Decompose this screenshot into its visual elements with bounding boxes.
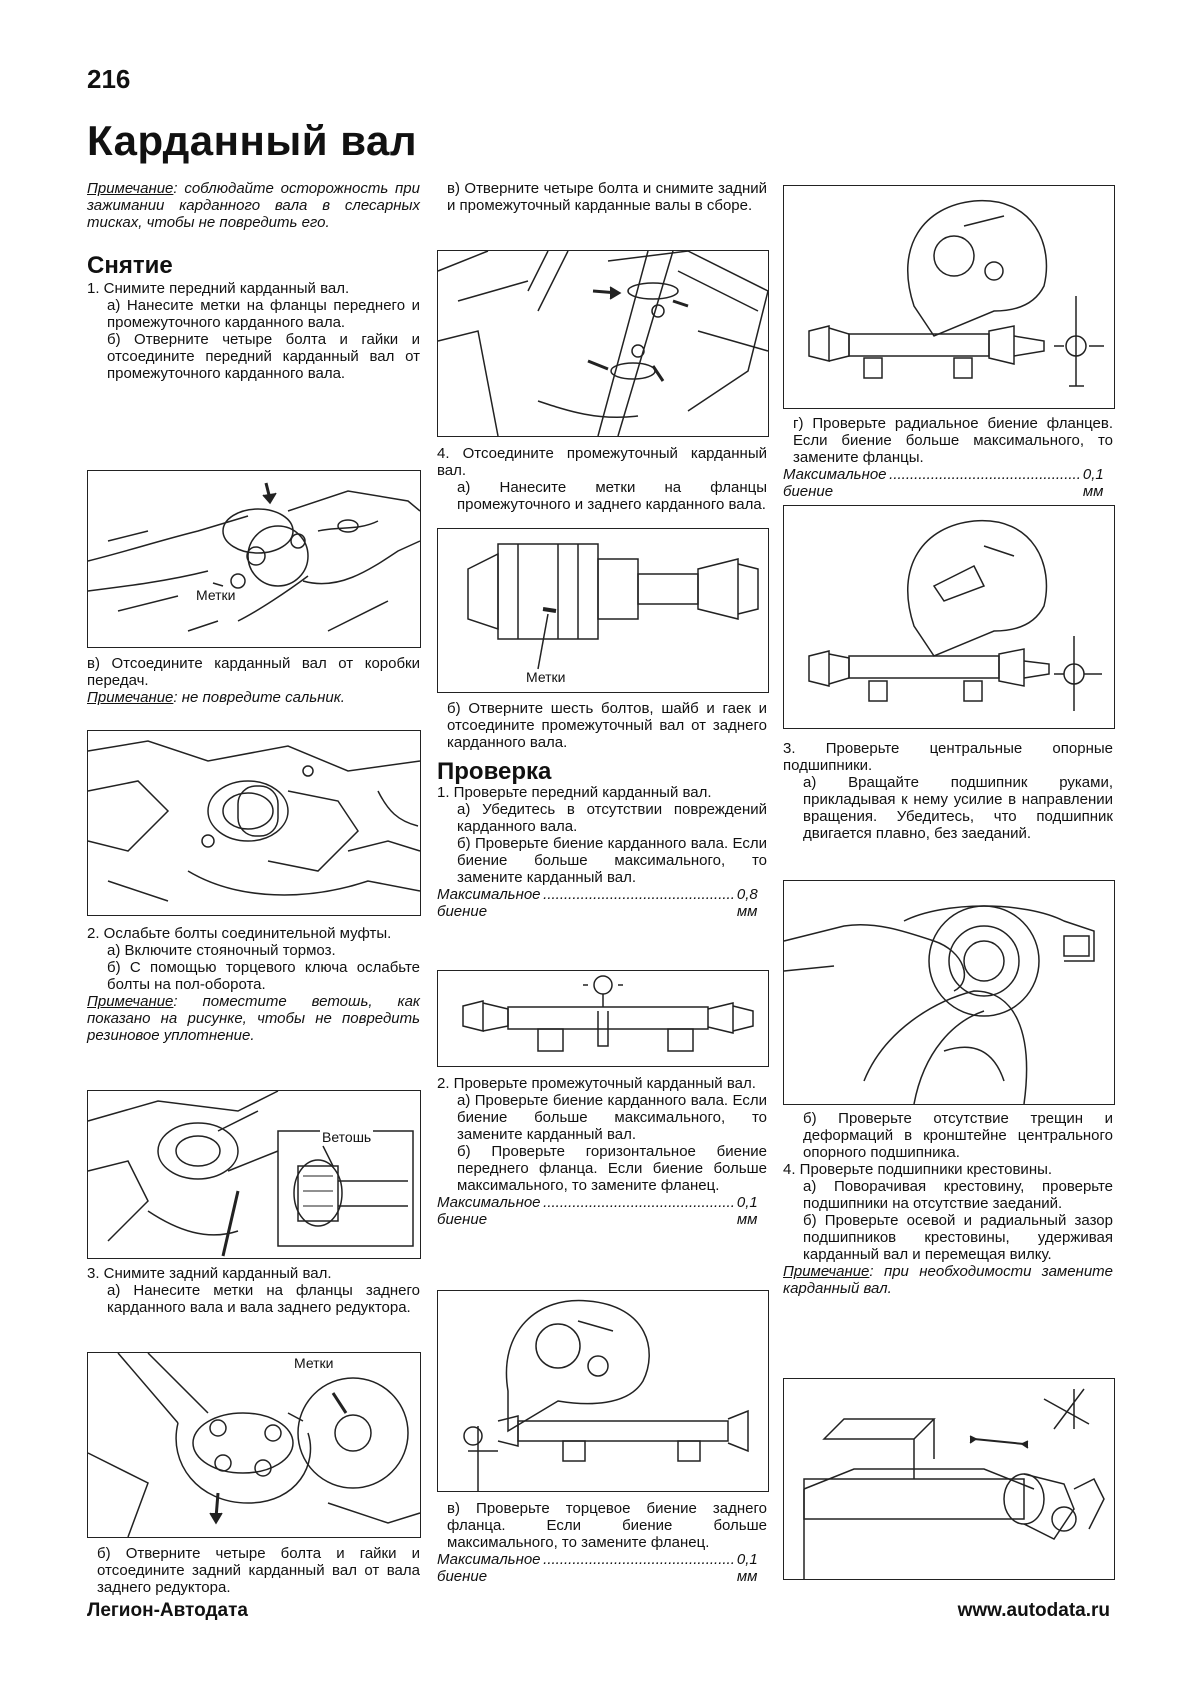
substep: б) Проверьте биение карданного вала. Если биение больше максимального, то замените карданный вал. — [457, 835, 767, 886]
substep: а) Нанесите метки на фланцы переднего и промежуточного карданного вала. — [107, 297, 420, 331]
page-number: 216 — [87, 64, 131, 94]
column-2-part-2 — [437, 445, 767, 513]
step: 3. Снимите задний карданный вал. — [87, 1265, 332, 1282]
page-title: Карданный вал — [87, 117, 418, 164]
footer-website: www.autodata.ru — [957, 1600, 1110, 1621]
step: 2. Ослабьте болты соединительной муфты. — [87, 925, 392, 942]
step: 4. Отсоедините промежуточный карданный вал. — [437, 445, 767, 479]
figure-label: Метки — [294, 1355, 334, 1371]
note: Примечание: не повредите сальник. — [87, 689, 345, 706]
column-3 — [783, 415, 1113, 500]
step: 2. Проверьте промежуточный карданный вал. — [437, 1075, 756, 1092]
step: 3. Проверьте центральные опорные подшипники. — [783, 740, 1113, 774]
substep: а) Вращайте подшипник руками, прикладывая к нему усилие в направлении вращения. Убедитесь, что подшипник двигается плавно, без заеданий. — [803, 774, 1113, 842]
note: Примечание: поместите ветошь, как показано на рисунке, чтобы не повредить резиновое уплотнение. — [87, 993, 420, 1044]
figure-transmission-output — [87, 730, 421, 916]
substep: а) Поворачивая крестовину, проверьте подшипники на отсутствие заеданий. — [803, 1178, 1113, 1212]
column-3-part-2 — [783, 740, 1113, 842]
substep: б) Отверните четыре болта и гайки и отсоедините задний карданный вал от вала заднего редуктора. — [97, 1545, 420, 1596]
column-1 — [87, 180, 420, 382]
substep: б) Отверните четыре болта и гайки и отсоедините передний карданный вал от промежуточного карданного вала. — [107, 331, 420, 382]
figure-intermediate-marks — [437, 528, 769, 693]
column-1-part-5 — [87, 1545, 420, 1596]
substep: а) Включите стояночный тормоз. — [107, 942, 336, 959]
spec-max-runout: Максимальное биение .............................................. 0,1 мм — [437, 1194, 758, 1228]
substep: а) Нанесите метки на фланцы заднего карданного вала и вала заднего редуктора. — [107, 1282, 420, 1316]
substep: б) С помощью торцевого ключа ослабьте болты на пол-оборота. — [107, 959, 420, 993]
figure-cross-bearing-play — [783, 1378, 1115, 1580]
spec-max-runout: Максимальное биение .............................................. 0,8 мм — [437, 886, 758, 920]
substep: а) Нанесите метки на фланцы промежуточного и заднего карданного вала. — [457, 479, 767, 513]
substep: в) Отсоедините карданный вал от коробки передач. — [87, 655, 420, 689]
figure-rag-placement — [87, 1090, 421, 1259]
figure-rear-shaft-marks — [87, 1352, 421, 1538]
column-1-part-2 — [87, 655, 420, 706]
spec-max-runout: Максимальное биение .............................................. 0,1 мм — [437, 1551, 758, 1585]
substep: г) Проверьте радиальное биение фланцев. Если биение больше максимального, то замените фланцы. — [793, 415, 1113, 466]
note: Примечание: соблюдайте осторожность при зажимании карданного вала в слесарных тисках, чтобы не повредить его. — [87, 180, 420, 231]
section-heading-removal: Снятие — [87, 252, 173, 279]
column-2 — [437, 180, 767, 214]
figure-flange-check-2 — [783, 505, 1115, 729]
column-3-part-3 — [783, 1110, 1113, 1297]
column-1-part-4 — [87, 1265, 420, 1316]
step: 4. Проверьте подшипники крестовины. — [783, 1161, 1053, 1178]
figure-label: Метки — [196, 587, 236, 603]
substep: в) Отверните четыре болта и снимите задний и промежуточный карданные валы в сборе. — [447, 180, 767, 214]
substep: б) Проверьте отсутствие трещин и деформаций в кронштейне центрального опорного подшипника. — [803, 1110, 1113, 1161]
step: 1. Снимите передний карданный вал. — [87, 280, 350, 297]
figure-front-shaft-marks — [87, 470, 421, 648]
substep: а) Проверьте биение карданного вала. Если биение больше максимального, то замените карданный вал. — [457, 1092, 767, 1143]
substep: б) Проверьте осевой и радиальный зазор подшипников крестовины, удерживая карданный вал и перемещая вилку. — [803, 1212, 1113, 1263]
section-heading-check: Проверка — [437, 758, 552, 785]
column-2-part-4 — [437, 1075, 767, 1228]
figure-label: Ветошь — [322, 1129, 372, 1145]
column-2-part-5 — [437, 1500, 767, 1585]
substep: в) Проверьте торцевое биение заднего фланца. Если биение больше максимального, то замените фланец. — [447, 1500, 767, 1551]
column-2-part-3 — [437, 700, 767, 920]
footer-publisher: Легион-Автодата — [87, 1600, 248, 1621]
figure-flange-radial-runout — [783, 185, 1115, 409]
figure-rear-intermediate-assembly — [437, 250, 769, 437]
spec-max-runout: Максимальное биение .............................................. 0,1 мм — [783, 466, 1104, 500]
figure-center-bearing — [783, 880, 1115, 1105]
substep: а) Убедитесь в отсутствии повреждений карданного вала. — [457, 801, 767, 835]
figure-front-shaft-runout — [437, 970, 769, 1067]
column-1-part-3 — [87, 925, 420, 1044]
figure-rear-flange-runout — [437, 1290, 769, 1492]
step: 1. Проверьте передний карданный вал. — [437, 784, 712, 801]
note: Примечание: при необходимости замените карданный вал. — [783, 1263, 1113, 1297]
substep: б) Отверните шесть болтов, шайб и гаек и отсоедините промежуточный вал от заднего карданного вала. — [447, 700, 767, 751]
figure-label: Метки — [526, 669, 566, 685]
substep: б) Проверьте горизонтальное биение переднего фланца. Если биение больше максимального, то замените фланец. — [457, 1143, 767, 1194]
